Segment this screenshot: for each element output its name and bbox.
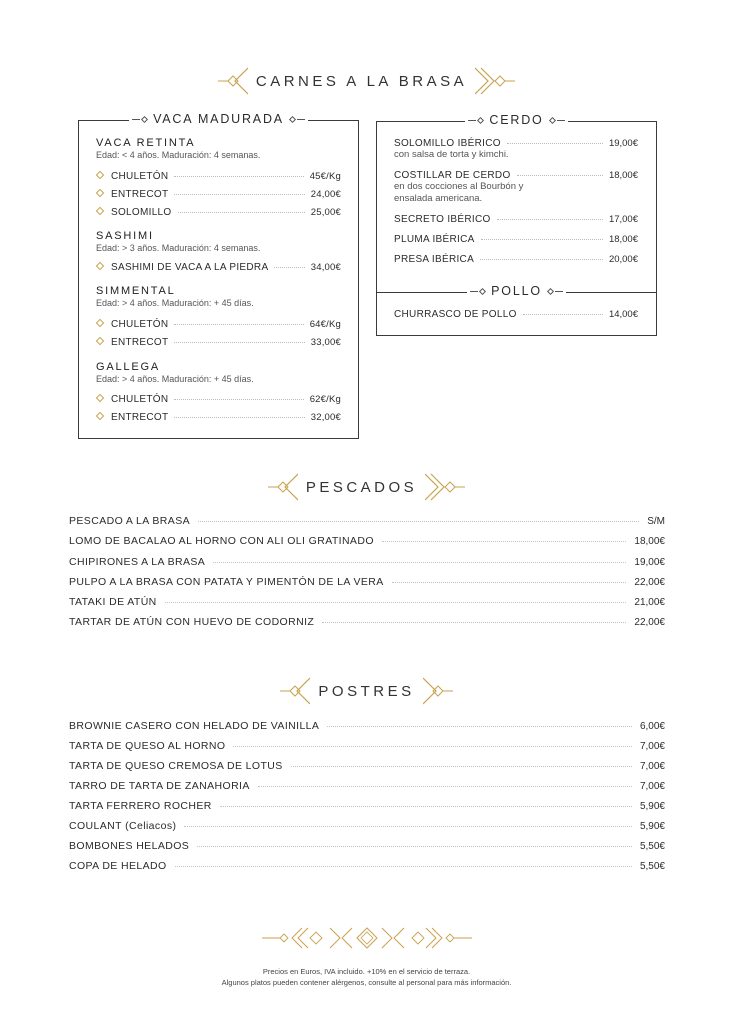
postre-item bbox=[69, 720, 665, 732]
category-subtitle: Edad: > 3 años. Maduración: 4 semanas. bbox=[96, 243, 261, 253]
carnes-title: CARNES A LA BRASA bbox=[255, 72, 468, 90]
item-name: COSTILLAR DE CERDO bbox=[394, 170, 511, 181]
cerdo-title: CERDO bbox=[489, 113, 544, 127]
ornament-divider-icon bbox=[262, 926, 472, 950]
item-price: 7,00€ bbox=[639, 781, 665, 792]
menu-item bbox=[394, 234, 638, 245]
diamond-bullet-icon bbox=[96, 337, 104, 345]
category-subtitle: Edad: > 4 años. Maduración: + 45 días. bbox=[96, 374, 254, 384]
item-description: en dos cocciones al Bourbón y bbox=[394, 181, 524, 192]
item-name: COULANT (Celiacos) bbox=[69, 820, 177, 832]
item-price: 25,00€ bbox=[310, 207, 341, 218]
menu-item bbox=[97, 207, 341, 218]
menu-item bbox=[97, 189, 341, 200]
category-subtitle: Edad: < 4 años. Maduración: 4 semanas. bbox=[96, 150, 261, 160]
item-name: PLUMA IBÉRICA bbox=[394, 234, 475, 245]
item-name: SOLOMILLO IBÉRICO bbox=[394, 138, 501, 149]
cerdo-label bbox=[377, 113, 656, 127]
ornament-left-icon bbox=[218, 66, 248, 96]
item-name: ENTRECOT bbox=[111, 412, 169, 423]
item-description: ensalada americana. bbox=[394, 193, 483, 204]
pescado-item bbox=[69, 556, 665, 568]
menu-item bbox=[394, 214, 638, 225]
item-price: 18,00€ bbox=[608, 170, 638, 181]
ornament-right-icon bbox=[423, 676, 453, 706]
item-price: S/M bbox=[647, 516, 665, 527]
diamond-bullet-icon bbox=[96, 319, 104, 327]
diamond-icon bbox=[289, 115, 296, 122]
item-price: 22,00€ bbox=[634, 617, 665, 628]
item-name: CHULETÓN bbox=[111, 171, 169, 182]
category-gallega bbox=[96, 361, 254, 384]
diamond-icon bbox=[477, 116, 484, 123]
menu-item bbox=[97, 412, 341, 423]
pollo-divider bbox=[377, 284, 656, 298]
category-sashimi bbox=[96, 230, 260, 253]
menu-item bbox=[97, 262, 341, 273]
ornament-right-icon bbox=[475, 66, 515, 96]
cerdo-pollo-box bbox=[376, 113, 657, 336]
postres-title: POSTRES bbox=[318, 682, 415, 700]
postre-item bbox=[69, 760, 665, 772]
item-price: 14,00€ bbox=[608, 309, 638, 320]
postre-item bbox=[69, 860, 665, 872]
pescados-header-frame bbox=[268, 472, 465, 502]
diamond-icon bbox=[549, 116, 556, 123]
pollo-label bbox=[377, 284, 656, 298]
item-name: TARTA DE QUESO CREMOSA DE LOTUS bbox=[69, 760, 283, 772]
item-name: CHIPIRONES A LA BRASA bbox=[69, 556, 206, 568]
item-price: 18,00€ bbox=[634, 536, 665, 547]
postre-item bbox=[69, 800, 665, 812]
diamond-icon bbox=[141, 115, 148, 122]
diamond-bullet-icon bbox=[96, 207, 104, 215]
pescado-item bbox=[69, 515, 665, 527]
diamond-bullet-icon bbox=[96, 189, 104, 197]
item-name: SOLOMILLO bbox=[111, 207, 172, 218]
postre-item bbox=[69, 840, 665, 852]
vaca-madurada-title: VACA MADURADA bbox=[153, 112, 284, 126]
category-title: VACA RETINTA bbox=[96, 137, 196, 149]
item-price: 17,00€ bbox=[608, 214, 638, 225]
item-price: 19,00€ bbox=[608, 138, 638, 149]
item-price: 20,00€ bbox=[608, 254, 638, 265]
item-name: TATAKI DE ATÚN bbox=[69, 596, 157, 608]
item-price: 22,00€ bbox=[634, 577, 665, 588]
postres-section-header bbox=[0, 676, 733, 706]
item-description: con salsa de torta y kimchi. bbox=[394, 149, 509, 160]
carnes-header-frame bbox=[218, 66, 515, 96]
diamond-bullet-icon bbox=[96, 394, 104, 402]
footer-allergens-note: Algunos platos pueden contener alérgenos, consulte al personal para más información. bbox=[221, 978, 512, 987]
ornament-left-icon bbox=[268, 472, 298, 502]
ornament-right-icon bbox=[425, 472, 465, 502]
category-title: SASHIMI bbox=[96, 230, 154, 242]
item-price: 21,00€ bbox=[634, 597, 665, 608]
item-price: 7,00€ bbox=[639, 761, 665, 772]
item-price: 19,00€ bbox=[634, 557, 665, 568]
pescados-section-header bbox=[0, 472, 733, 502]
menu-item bbox=[97, 171, 341, 182]
item-name: ENTRECOT bbox=[111, 189, 169, 200]
item-price: 24,00€ bbox=[310, 189, 341, 200]
item-name: BOMBONES HELADOS bbox=[69, 840, 190, 852]
item-price: 5,90€ bbox=[639, 821, 665, 832]
item-name: COPA DE HELADO bbox=[69, 860, 167, 872]
item-name: LOMO DE BACALAO AL HORNO CON ALI OLI GRATINADO bbox=[69, 535, 374, 547]
item-name: PRESA IBÉRICA bbox=[394, 254, 475, 265]
category-simmental bbox=[96, 285, 254, 308]
pescados-title: PESCADOS bbox=[305, 478, 418, 496]
pescado-item bbox=[69, 616, 665, 628]
item-price: 7,00€ bbox=[639, 741, 665, 752]
item-name: PESCADO A LA BRASA bbox=[69, 515, 191, 527]
postre-item bbox=[69, 740, 665, 752]
category-vaca-retinta bbox=[96, 137, 260, 160]
menu-item bbox=[97, 394, 341, 405]
diamond-icon bbox=[479, 287, 486, 294]
postre-item bbox=[69, 780, 665, 792]
item-name: BROWNIE CASERO CON HELADO DE VAINILLA bbox=[69, 720, 320, 732]
diamond-bullet-icon bbox=[96, 171, 104, 179]
item-price: 32,00€ bbox=[310, 412, 341, 423]
menu-item bbox=[394, 170, 638, 205]
pescado-item bbox=[69, 576, 665, 588]
item-name: ENTRECOT bbox=[111, 337, 169, 348]
item-price: 33,00€ bbox=[310, 337, 341, 348]
menu-item bbox=[394, 309, 638, 320]
category-title: SIMMENTAL bbox=[96, 285, 176, 297]
item-price: 5,90€ bbox=[639, 801, 665, 812]
item-name: TARRO DE TARTA DE ZANAHORIA bbox=[69, 780, 250, 792]
postres-header-frame bbox=[280, 676, 452, 706]
item-name: TARTA FERRERO ROCHER bbox=[69, 800, 212, 812]
pollo-title: POLLO bbox=[491, 284, 542, 298]
pescado-item bbox=[69, 596, 665, 608]
diamond-bullet-icon bbox=[96, 262, 104, 270]
pescado-item bbox=[69, 535, 665, 547]
postre-item bbox=[69, 820, 665, 832]
item-name: PULPO A LA BRASA CON PATATA Y PIMENTÓN DE LA VERA bbox=[69, 576, 384, 588]
menu-item bbox=[394, 138, 638, 161]
item-price: 62€/Kg bbox=[309, 394, 341, 405]
menu-item bbox=[97, 337, 341, 348]
item-price: 64€/Kg bbox=[309, 319, 341, 330]
item-price: 6,00€ bbox=[639, 721, 665, 732]
menu-item bbox=[394, 254, 638, 265]
carnes-section-header bbox=[0, 66, 733, 96]
footer-prices-note: Precios en Euros, IVA incluido. +10% en el servicio de terraza. bbox=[262, 967, 471, 976]
item-price: 45€/Kg bbox=[309, 171, 341, 182]
vaca-madurada-box bbox=[78, 112, 359, 439]
item-name: SECRETO IBÉRICO bbox=[394, 214, 491, 225]
item-name: TARTA DE QUESO AL HORNO bbox=[69, 740, 226, 752]
item-price: 5,50€ bbox=[639, 841, 665, 852]
item-name: CHURRASCO DE POLLO bbox=[394, 309, 517, 320]
vaca-madurada-label bbox=[79, 112, 358, 126]
item-price: 18,00€ bbox=[608, 234, 638, 245]
footer-ornament bbox=[0, 926, 733, 950]
category-subtitle: Edad: > 4 años. Maduración: + 45 días. bbox=[96, 298, 254, 308]
item-name: CHULETÓN bbox=[111, 394, 169, 405]
item-price: 5,50€ bbox=[639, 861, 665, 872]
item-name: TARTAR DE ATÚN CON HUEVO DE CODORNIZ bbox=[69, 616, 315, 628]
item-name: SASHIMI DE VACA A LA PIEDRA bbox=[111, 262, 269, 273]
ornament-left-icon bbox=[280, 676, 310, 706]
item-price: 34,00€ bbox=[310, 262, 341, 273]
item-name: CHULETÓN bbox=[111, 319, 169, 330]
diamond-icon bbox=[547, 287, 554, 294]
diamond-bullet-icon bbox=[96, 412, 104, 420]
menu-item bbox=[97, 319, 341, 330]
category-title: GALLEGA bbox=[96, 361, 160, 373]
